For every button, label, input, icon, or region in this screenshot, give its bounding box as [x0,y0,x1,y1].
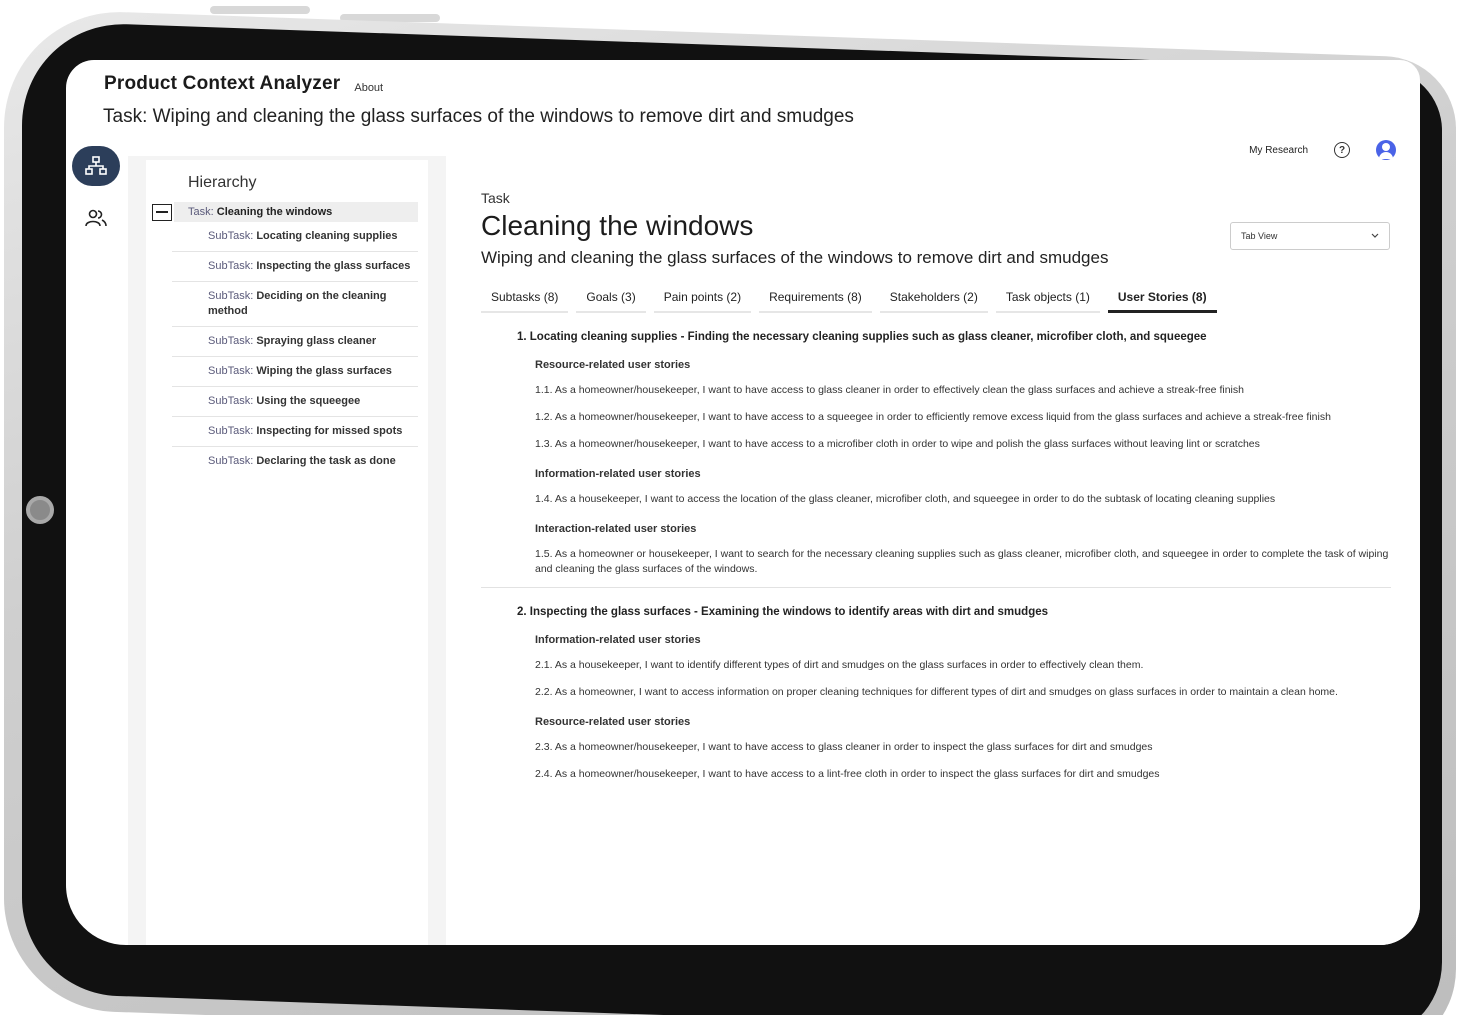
hierarchy-title: Hierarchy [188,174,257,191]
subtask-item[interactable] [172,327,418,357]
group-heading: Information-related user stories [535,634,701,646]
subtask-label: Inspecting the glass surfaces [256,260,411,272]
tab-task-objects[interactable]: Task objects (1) [996,284,1100,313]
rail-users-button[interactable] [72,198,120,238]
user-story: 2.4. As a homeowner/housekeeper, I want to have access to a lint-free cloth in order to inspect the glass surfaces for dirt and smudges [535,768,1160,780]
hierarchy-panel [146,160,428,945]
hierarchy-root [146,202,428,222]
top-bar [66,60,1420,108]
subtask-label: Declaring the task as done [256,455,396,467]
user-story: 1.1. As a homeowner/housekeeper, I want to have access to glass cleaner in order to effectively clean the glass surfaces and achieve a streak-free finish [535,384,1244,396]
subtask-label: Using the squeegee [256,395,361,407]
panel-gutter [428,156,446,945]
user-story: 1.3. As a homeowner/housekeeper, I want to have access to a microfiber cloth in order to wipe and polish the glass surfaces without leaving lint or scratches [535,438,1260,450]
view-select-value: Tab View [1241,231,1278,241]
user-story: 2.3. As a homeowner/housekeeper, I want to have access to glass cleaner in order to inspect the glass surfaces for dirt and smudges [535,741,1153,753]
hierarchy-root-task[interactable] [174,202,418,222]
subtask-prefix: SubTask: [208,290,254,302]
top-right-actions [1249,140,1396,160]
content-kicker: Task [481,190,510,206]
subtask-prefix: SubTask: [208,455,254,467]
page-subtitle: Wiping and cleaning the glass surfaces of the windows to remove dirt and smudges [481,248,1109,267]
my-research-link[interactable]: My Research [1249,144,1308,156]
story-section [517,606,1397,782]
subtask-item[interactable] [172,417,418,447]
tab-bar [481,284,1390,313]
section-divider [481,587,1391,588]
tab-stakeholders[interactable]: Stakeholders (2) [880,284,988,313]
root-prefix: Task: [188,206,214,218]
subtask-item[interactable] [172,252,418,282]
about-link[interactable]: About [354,82,384,94]
subtask-item[interactable] [172,222,418,252]
section-heading: 2. Inspecting the glass surfaces - Examining the windows to identify areas with dirt and smudges [517,606,1049,618]
view-select[interactable] [1230,222,1390,250]
section-heading: 1. Locating cleaning supplies - Finding the necessary cleaning supplies such as glass cleaner, microfiber cloth, and squeegee [517,331,1207,343]
app-screen [66,60,1420,945]
subtask-label: Locating cleaning supplies [256,230,398,242]
icon-rail [66,146,126,945]
tab-subtasks[interactable]: Subtasks (8) [481,284,568,313]
subtask-item[interactable] [172,387,418,417]
user-story: 1.5. As a homeowner or housekeeper, I want to search for the necessary cleaning supplies such as glass cleaner, microfiber cloth, and squeegee in order to complete the task of wiping and cleaning the glass surfaces of the windows. [535,548,1389,575]
hierarchy-icon [85,156,107,176]
story-section [517,331,1397,588]
main-content [446,170,1420,945]
page-title: Cleaning the windows [481,210,754,241]
user-story: 2.1. As a housekeeper, I want to identify different types of dirt and smudges on the glass surfaces in order to effectively clean them. [535,659,1144,671]
rail-hierarchy-button[interactable] [72,146,120,186]
task-heading: Task: Wiping and cleaning the glass surfaces of the windows to remove dirt and smudges [103,106,854,127]
collapse-icon[interactable] [152,204,172,221]
subtask-label: Spraying glass cleaner [256,335,377,347]
power-button [210,6,310,14]
subtask-label: Deciding on the cleaning method [208,290,387,317]
app-title: Product Context Analyzer [104,73,341,94]
avatar[interactable] [1376,140,1396,160]
tab-pain-points[interactable]: Pain points (2) [654,284,751,313]
users-icon [85,209,107,227]
user-story: 2.2. As a homeowner, I want to access information on proper cleaning techniques for different types of dirt and smudges on glass surfaces in order to maintain a clean home. [535,686,1338,698]
group-heading: Resource-related user stories [535,716,691,728]
subtask-prefix: SubTask: [208,365,254,377]
group-heading: Interaction-related user stories [535,523,697,535]
subtask-label: Inspecting for missed spots [256,425,403,437]
subtask-prefix: SubTask: [208,335,254,347]
subtask-prefix: SubTask: [208,395,254,407]
tab-requirements[interactable]: Requirements (8) [759,284,872,313]
root-label: Cleaning the windows [216,206,333,218]
group-heading: Information-related user stories [535,468,701,480]
help-icon[interactable]: ? [1334,142,1350,158]
user-story: 1.2. As a homeowner/housekeeper, I want to have access to a squeegee in order to efficiently remove excess liquid from the glass surfaces and achieve a streak-free finish [535,411,1331,423]
tab-user-stories[interactable]: User Stories (8) [1108,284,1217,313]
subtask-item[interactable] [172,357,418,387]
user-story: 1.4. As a housekeeper, I want to access the location of the glass cleaner, microfiber cloth, and squeegee in order to do the subtask of locating cleaning supplies [535,493,1276,505]
subtask-list [172,222,418,476]
group-heading: Resource-related user stories [535,359,691,371]
tab-goals[interactable]: Goals (3) [576,284,645,313]
subtask-prefix: SubTask: [208,425,254,437]
subtask-item[interactable] [172,447,418,476]
subtask-item[interactable] [172,282,418,327]
subtask-prefix: SubTask: [208,230,254,242]
subtask-label: Wiping the glass surfaces [256,365,392,377]
camera-icon [26,496,54,524]
chevron-down-icon [1371,233,1379,239]
subtask-prefix: SubTask: [208,260,254,272]
